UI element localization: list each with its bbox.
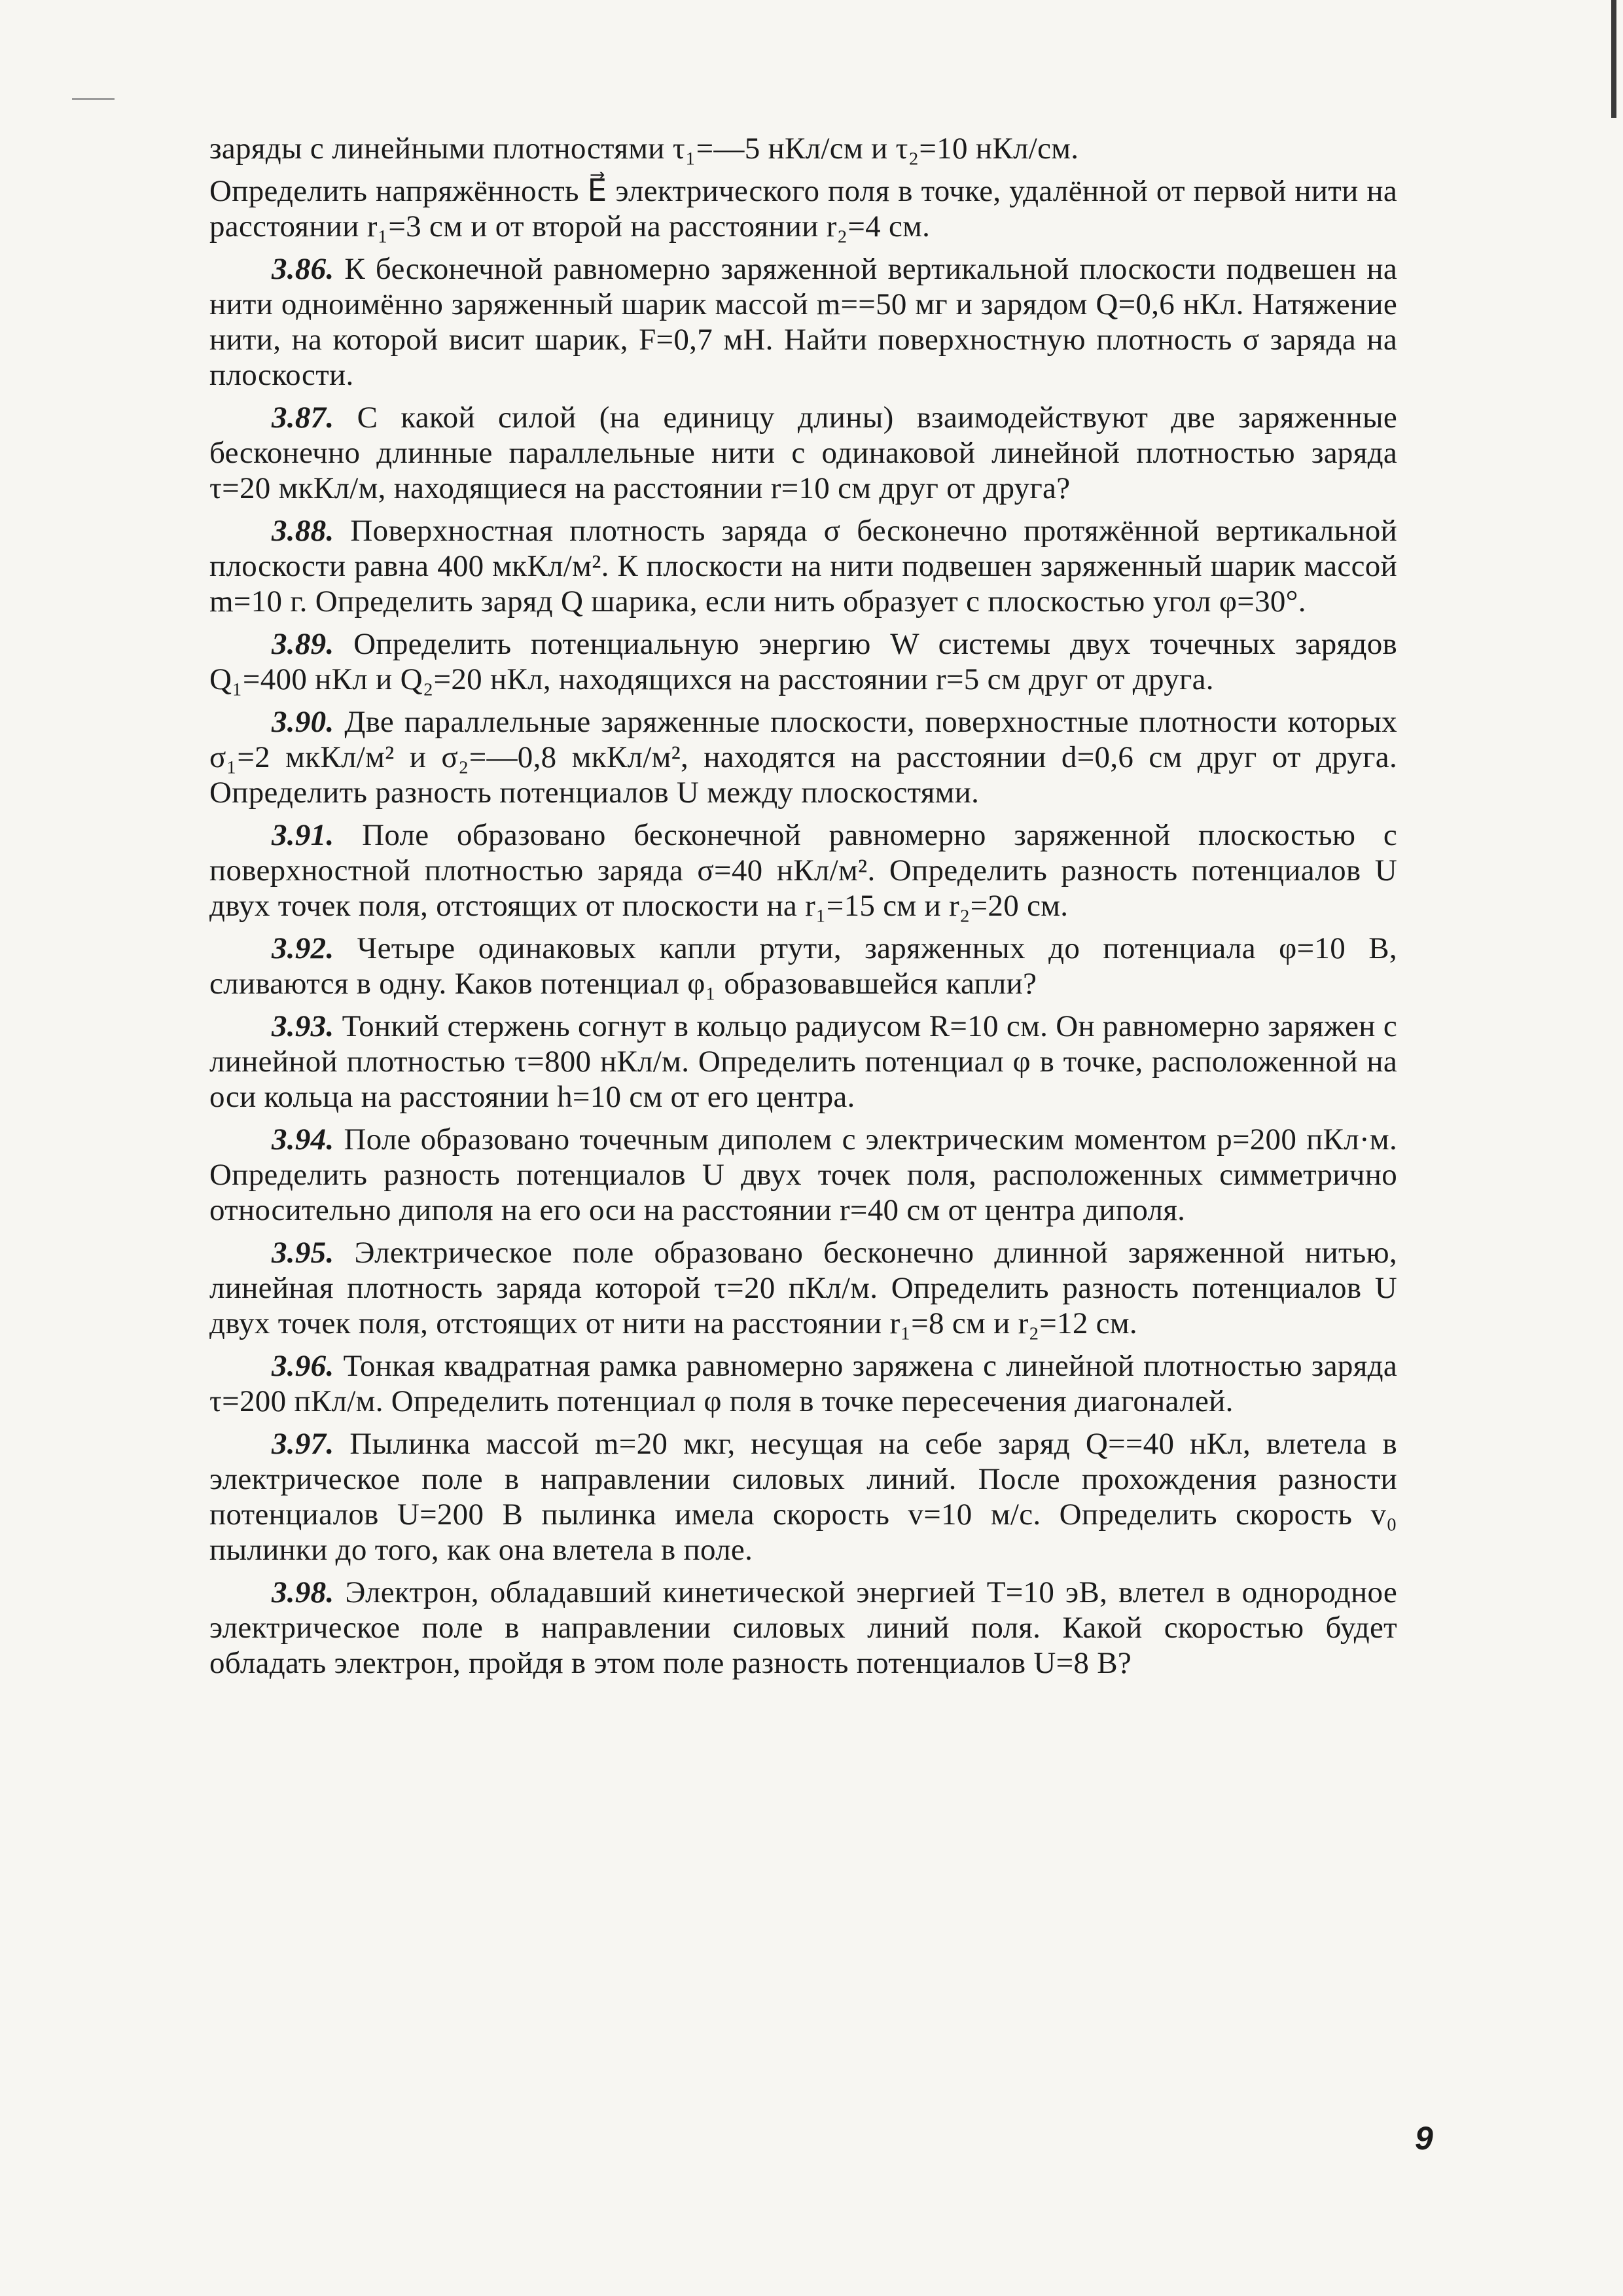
problem-number: 3.92. — [272, 931, 334, 965]
problem-number: 3.88. — [272, 514, 334, 548]
problem-text: К бесконечной равномерно заряженной вертикальной плоскости подвешен на нити одноимённо заряженный шарик массой m==50 мг и зарядом Q=0,6 нКл. Натяжение нити, на которой висит шарик, F=0,7 мН. Найти поверхностную плотность σ заряда на плоскости. — [209, 252, 1397, 392]
problem-number: 3.91. — [272, 818, 334, 852]
problem-number: 3.87. — [272, 401, 334, 435]
problem-text: Поле образовано бесконечной равномерно заряженной плоскостью с поверхностной плотностью заряда σ=40 нКл/м². Определить разность потенциалов U двух точек поля, отстоящих от плоскости на r₁=15 см и r₂=20 см. — [209, 818, 1397, 923]
problem-3-91 — [209, 817, 1397, 924]
problem-number: 3.98. — [272, 1575, 334, 1609]
problem-3-92 — [209, 931, 1397, 1001]
scan-artifact-line — [72, 98, 115, 100]
problem-text: Поле образовано точечным диполем с электрическим моментом p=200 пКл·м. Определить разность потенциалов U двух точек поля, расположенных симметрично относительно диполя на его оси на расстоянии r=40 см от центра диполя. — [209, 1122, 1398, 1227]
problem-text: Определить потенциальную энергию W системы двух точечных зарядов Q₁=400 нКл и Q₂=20 нКл, находящихся на расстоянии r=5 см друг от друга. — [209, 627, 1397, 696]
problem-number: 3.93. — [272, 1009, 334, 1043]
problem-text: Электрон, обладавший кинетической энергией T=10 эВ, влетел в однородное электрическое поле в направлении силовых линий поля. Какой скоростью будет обладать электрон, пройдя в этом поле разность потенциалов U=8 В? — [209, 1575, 1397, 1680]
problem-3-86 — [209, 251, 1397, 393]
problem-3-96 — [209, 1348, 1397, 1419]
intro-question: Определить напряжённость E⃗ электрического поля в точке, удалённой от первой нити на расстоянии r₁=3 см и от второй на расстоянии r₂=4 см. — [209, 174, 1397, 243]
problem-number: 3.96. — [272, 1349, 334, 1383]
problem-text: Две параллельные заряженные плоскости, поверхностные плотности которых σ₁=2 мкКл/м² и σ₂=—0,8 мкКл/м², находятся на расстоянии d=0,6 см друг от друга. Определить разность потенциалов U между плоскостями. — [209, 705, 1397, 810]
problem-number: 3.89. — [272, 627, 334, 661]
problem-number: 3.94. — [272, 1122, 334, 1157]
problem-number: 3.86. — [272, 252, 334, 286]
problem-number: 3.97. — [272, 1427, 334, 1461]
document-page — [209, 131, 1397, 2193]
problem-text: Пылинка массой m=20 мкг, несущая на себе заряд Q==40 нКл, влетела в электрическое поле в направлении силовых линий. После прохождения разности потенциалов U=200 В пылинка имела скорость v=10 м/с. Определить скорость v₀ пылинки до того, как она влетела в поле. — [209, 1427, 1397, 1567]
problem-text: Тонкий стержень согнут в кольцо радиусом R=10 см. Он равномерно заряжен с линейной плотностью τ=800 нКл/м. Определить потенциал φ в точке, расположенной на оси кольца на расстоянии h=10 см от его центра. — [209, 1009, 1397, 1114]
problem-text: Поверхностная плотность заряда σ бесконечно протяжённой вертикальной плоскости равна 400 мкКл/м². К плоскости на нити подвешен заряженный шарик массой m=10 г. Определить заряд Q шарика, если нить образует с плоскостью угол φ=30°. — [209, 514, 1397, 619]
problem-3-94 — [209, 1122, 1397, 1228]
scan-artifact-edge — [1611, 0, 1616, 118]
problem-number: 3.95. — [272, 1236, 334, 1270]
intro-line: заряды с линейными плотностями τ₁=—5 нКл/см и τ₂=10 нКл/см. — [209, 132, 1079, 166]
problem-text: Электрическое поле образовано бесконечно длинной заряженной нитью, линейная плотность заряда которой τ=20 пКл/м. Определить разность потенциалов U двух точек поля, отстоящих от нити на расстоянии r₁=8 см и r₂=12 см. — [209, 1236, 1397, 1340]
problem-3-89 — [209, 626, 1397, 697]
problem-text: Четыре одинаковых капли ртути, заряженных до потенциала φ=10 В, сливаются в одну. Каков потенциал φ₁ образовавшейся капли? — [209, 931, 1397, 1001]
problem-3-98 — [209, 1575, 1397, 1681]
problem-3-93 — [209, 1009, 1397, 1115]
problem-text: С какой силой (на единицу длины) взаимодействуют две заряженные бесконечно длинные параллельные нити с одинаковой линейной плотностью заряда τ=20 мкКл/м, находящиеся на расстоянии r=10 см друг от друга? — [209, 401, 1397, 505]
problem-text: Тонкая квадратная рамка равномерно заряжена с линейной плотностью заряда τ=200 пКл/м. Определить потенциал φ поля в точке пересечения диагоналей. — [209, 1349, 1397, 1418]
problem-number: 3.90. — [272, 705, 334, 739]
problem-3-95 — [209, 1235, 1397, 1341]
problem-3-87 — [209, 400, 1397, 506]
problem-3-90 — [209, 704, 1397, 810]
page-number: 9 — [1415, 2120, 1433, 2157]
problem-3-97 — [209, 1426, 1397, 1568]
problem-3-88 — [209, 513, 1397, 619]
